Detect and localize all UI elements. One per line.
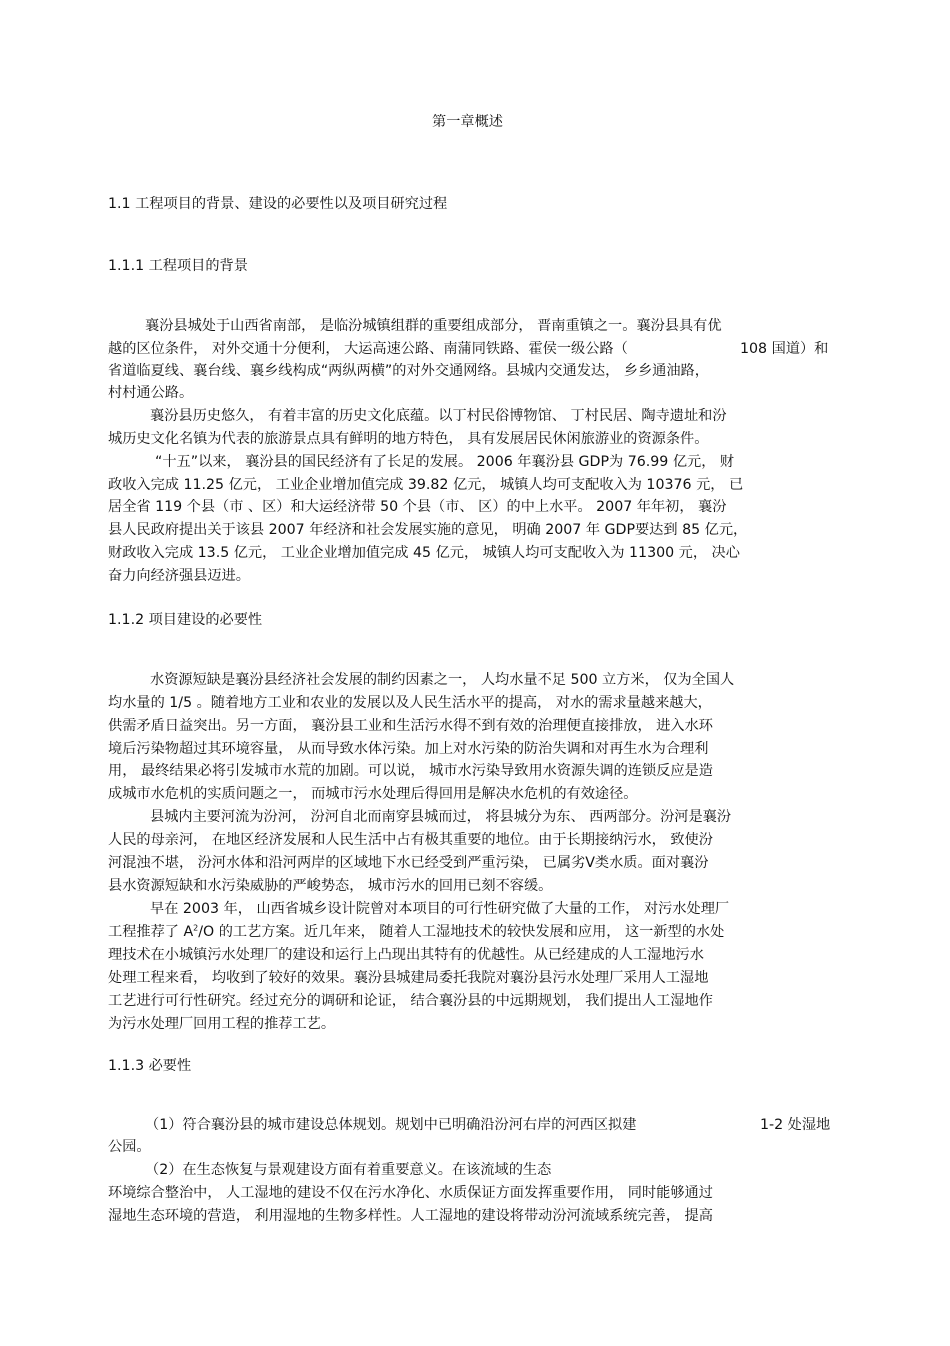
paragraph-line: 供需矛盾日益突出。另一方面， 襄汾县工业和生活污水得不到有效的治理便直接排放， 进入水环 [108,718,713,734]
paragraph-line: 公园。 [108,1139,151,1155]
paragraph-line: 为污水处理厂回用工程的推荐工艺。 [108,1016,336,1032]
paragraph-line: 用， 最终结果必将引发城市水荒的加剧。可以说， 城市水污染导致用水资源失调的连锁反应是造 [108,763,713,779]
line-text: /O 的工艺方案。近几年来， 随着人工湿地技术的较快发展和应用， 这一新型的水处 [198,924,725,940]
paragraph-line: 县人民政府提出关于该县 2007 年经济和社会发展实施的意见， 明确 2007 年 GDP要达到 85 亿元， [108,522,748,538]
paragraph-line: 早在 2003 年， 山西省城乡设计院曾对本项目的可行性研究做了大量的工作， 对污水处理厂 [150,901,730,917]
paragraph-line: 县城内主要河流为汾河， 汾河自北而南穿县城而过， 将县城分为东、 西两部分。汾河是襄汾 [150,809,732,825]
paragraph-line: 理技术在小城镇污水处理厂的建设和运行上凸现出其特有的优越性。从已经建成的人工湿地污水 [108,947,704,963]
paragraph-line: “十五”以来， 襄汾县的国民经济有了长足的发展。 2006 年襄汾县 GDP为 76.99 亿元， 财 [155,454,735,470]
paragraph-line: 湿地生态环境的营造， 利用湿地的生物多样性。人工湿地的建设将带动汾河流域系统完善， 提高 [108,1208,713,1224]
paragraph-line: 环境综合整治中， 人工湿地的建设不仅在污水净化、水质保证方面发挥重要作用， 同时能够通过 [108,1185,713,1201]
paragraph-line: 居全省 119 个县（市 、区）和大运经济带 50 个县（市、 区）的中上水平。 2007 年年初， 襄汾 [108,499,727,515]
paragraph-line: 襄汾县历史悠久， 有着丰富的历史文化底蕴。以丁村民俗博物馆、 丁村民居、陶寺遗址和汾 [150,408,727,424]
paragraph-line [108,924,724,941]
paragraph-line: 处理工程来看， 均收到了较好的效果。襄汾县城建局委托我院对襄汾县污水处理厂采用人工湿地 [108,970,709,986]
paragraph-line: 村村通公路。 [108,385,194,401]
paragraph-line: 河混浊不堪， 汾河水体和沿河两岸的区域地下水已经受到严重污染， 已属劣Ⅴ类水质。面对襄汾 [108,855,709,871]
paragraph-line: 成城市水危机的实质问题之一， 而城市污水处理后得回用是解决水危机的有效途径。 [108,786,638,802]
paragraph-line: 政收入完成 11.25 亿元， 工业企业增加值完成 39.82 亿元， 城镇人均可支配收入为 10376 元， 已 [108,477,744,493]
section-heading-1-1-2: 1.1.2 项目建设的必要性 [108,612,263,628]
paragraph-line: 人民的母亲河， 在地区经济发展和人民生活中占有极其重要的地位。由于长期接纳污水， 致使汾 [108,832,713,848]
paragraph-line: 1-2 处湿地 [760,1117,831,1133]
section-heading-1-1-1: 1.1.1 工程项目的背景 [108,258,248,274]
chapter-title: 第一章概述 [432,114,503,130]
paragraph-line: 城历史文化名镇为代表的旅游景点具有鲜明的地方特色， 具有发展居民休闲旅游业的资源条件。 [108,431,709,447]
paragraph-line: （2）在生态恢复与景观建设方面有着重要意义。在该流域的生态 [145,1162,552,1178]
paragraph-line: 108 国道）和 [740,341,829,357]
paragraph-line: （1）符合襄汾县的城市建设总体规划。规划中已明确沿汾河右岸的河西区拟建 [145,1117,637,1133]
paragraph-line: 省道临夏线、襄台线、襄乡线构成“两纵两横”的对外交通网络。县城内交通发达， 乡乡通油路， [108,363,709,379]
paragraph-line: 水资源短缺是襄汾县经济社会发展的制约因素之一， 人均水量不足 500 立方米， 仅为全国人 [150,672,735,688]
paragraph-line: 均水量的 1/5 。随着地方工业和农业的发展以及人民生活水平的提高， 对水的需求量越来越大， [108,695,712,711]
paragraph-line: 境后污染物超过其环境容量， 从而导致水体污染。加上对水污染的防治失调和对再生水为合理利 [108,741,709,757]
paragraph-line: 财政收入完成 13.5 亿元， 工业企业增加值完成 45 亿元， 城镇人均可支配收入为 11300 元， 决心 [108,545,740,561]
paragraph-line: 襄汾县城处于山西省南部， 是临汾城镇组群的重要组成部分， 晋南重镇之一。襄汾县具有优 [145,318,722,334]
paragraph-line: 县水资源短缺和水污染威胁的严峻势态， 城市污水的回用已刻不容缓。 [108,878,553,894]
section-heading-1-1: 1.1 工程项目的背景、建设的必要性以及项目研究过程 [108,196,448,212]
paragraph-line: 奋力向经济强县迈进。 [108,568,250,584]
line-text: 工程推荐了 A [108,924,194,940]
paragraph-line: 越的区位条件， 对外交通十分便利， 大运高速公路、南蒲同铁路、霍侯一级公路（ [108,341,628,357]
superscript: 2 [193,923,199,933]
section-heading-1-1-3: 1.1.3 必要性 [108,1058,192,1074]
paragraph-line: 工艺进行可行性研究。经过充分的调研和论证， 结合襄汾县的中远期规划， 我们提出人工湿地作 [108,993,713,1009]
